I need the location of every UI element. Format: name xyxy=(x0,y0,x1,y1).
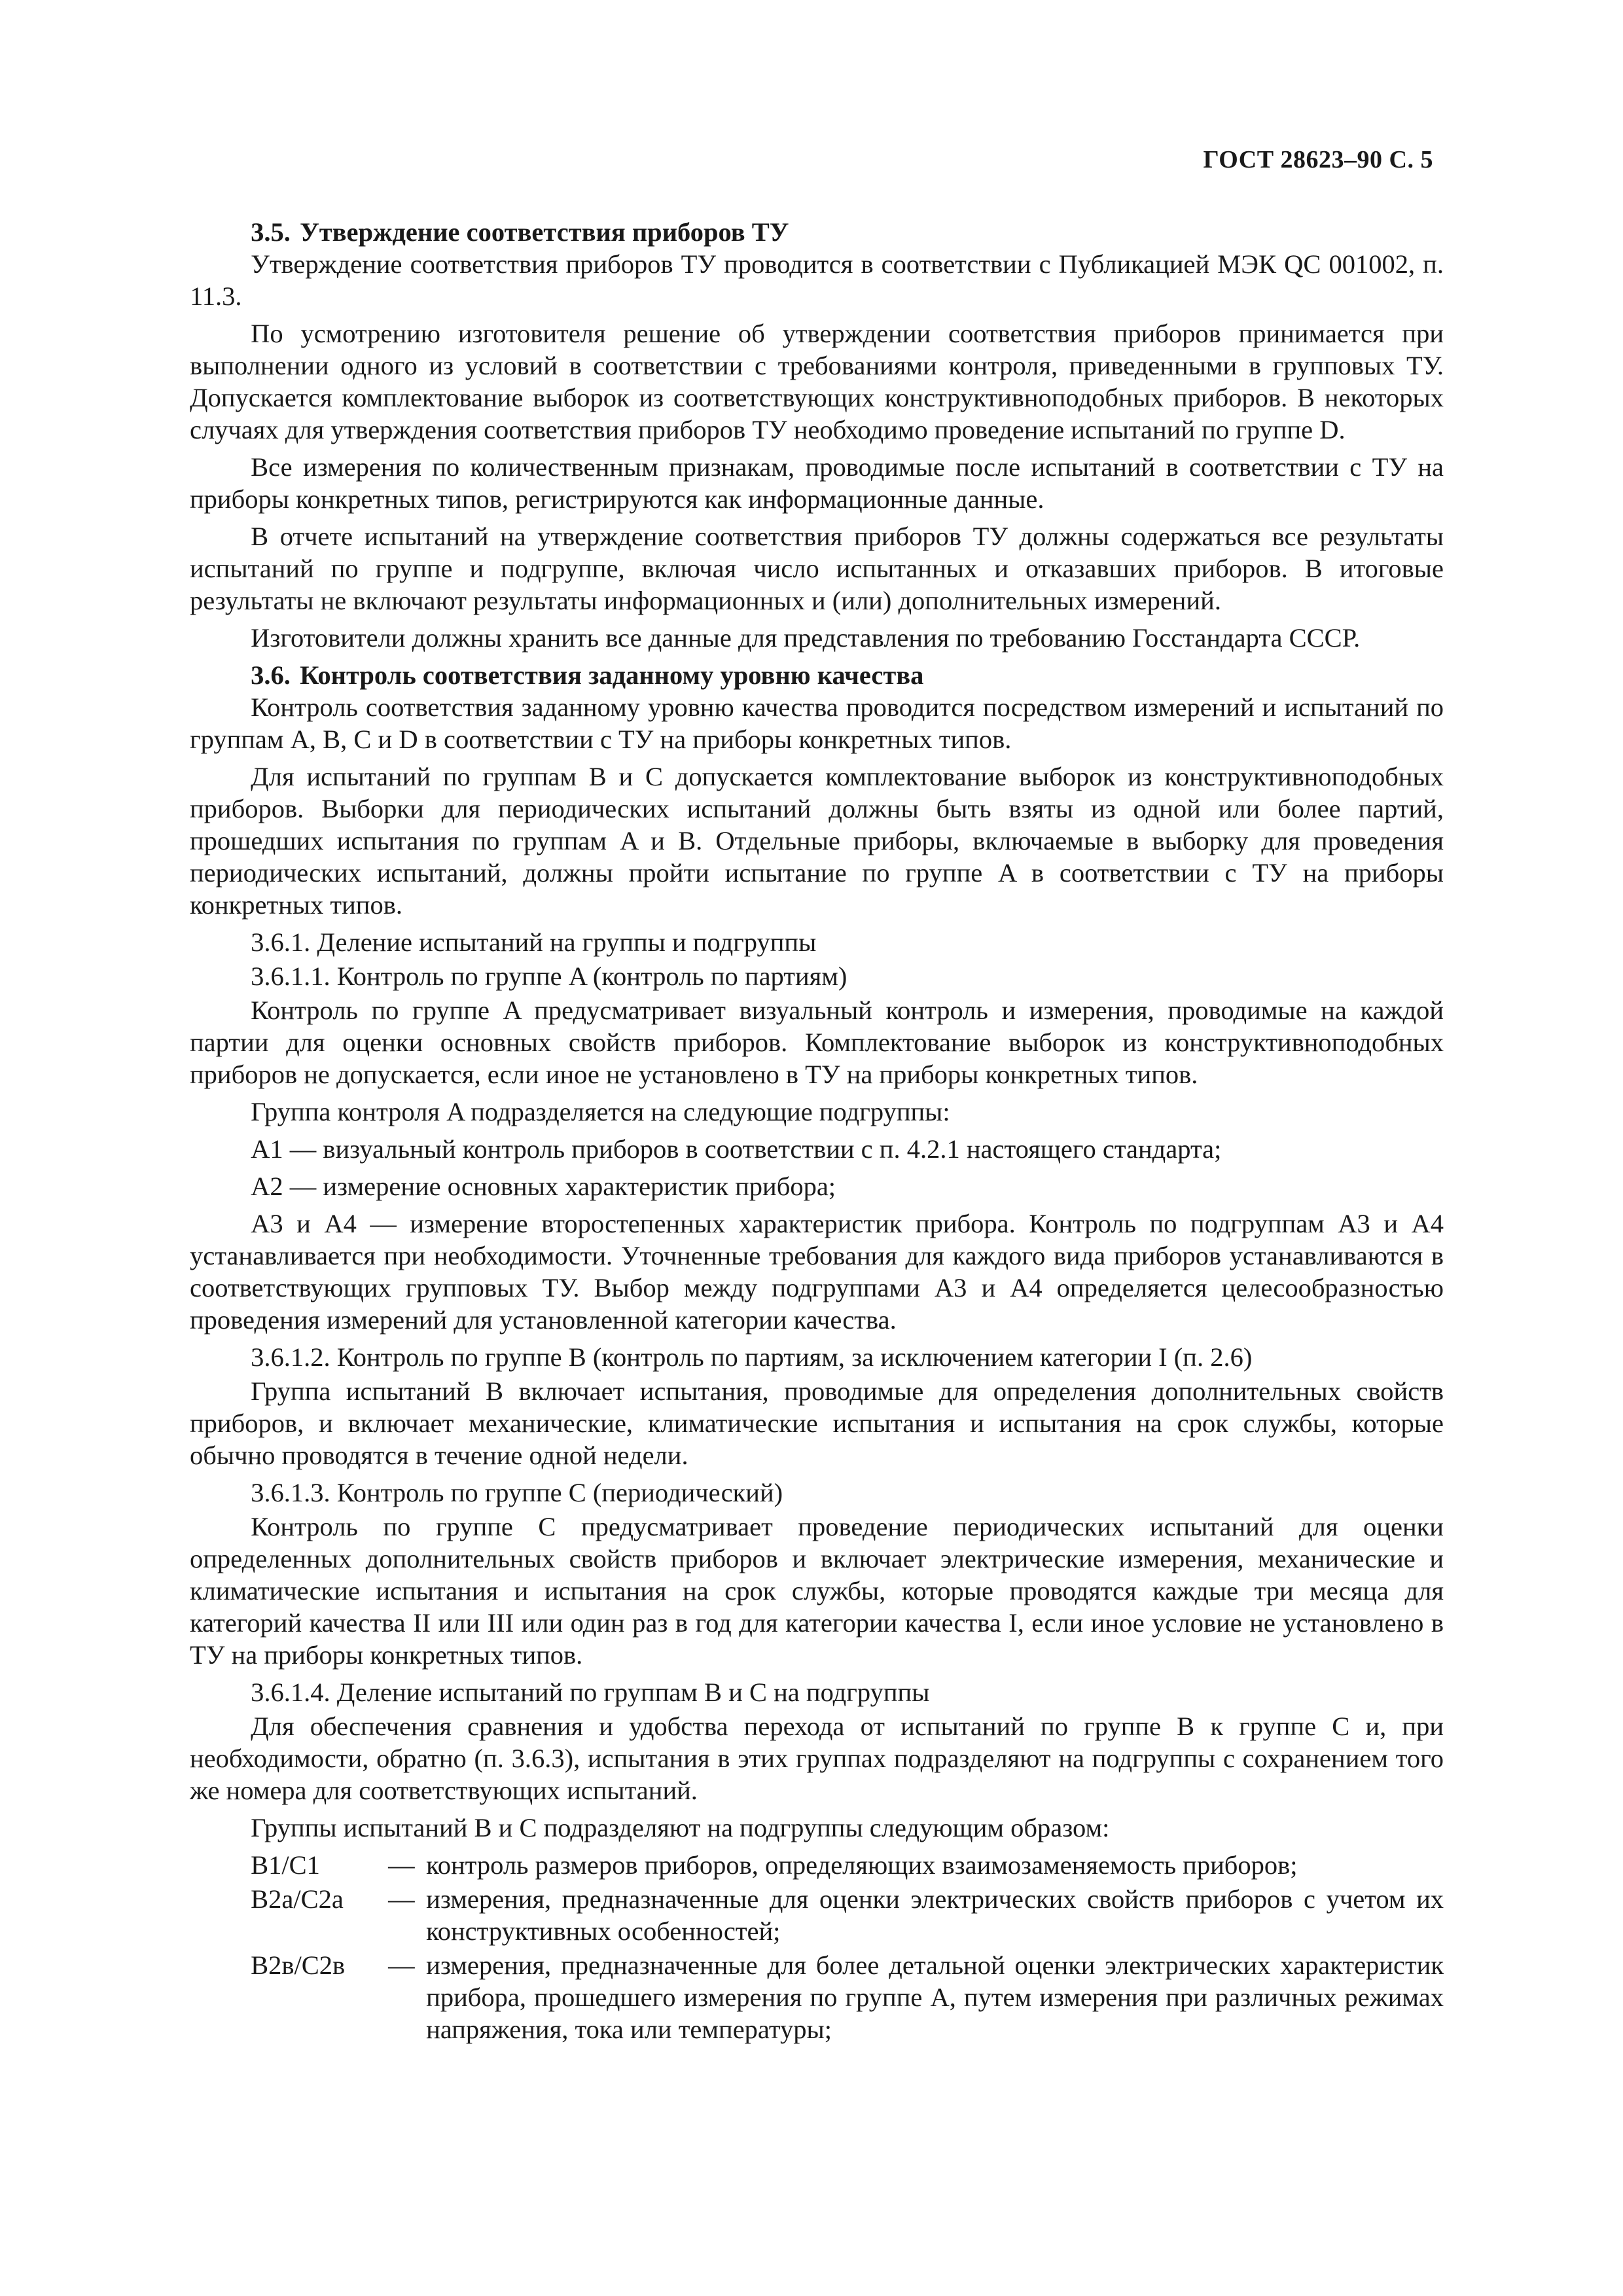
subgroup-a2: A2 — измерение основных характеристик прибора; xyxy=(251,1172,836,1201)
paragraph: Группа контроля A подразделяется на следующие подгруппы: xyxy=(251,1097,950,1126)
running-header: ГОСТ 28623–90 С. 5 xyxy=(1203,146,1433,173)
clause-3-6-1-3: 3.6.1.3. Контроль по группе C (периодический) xyxy=(251,1478,783,1507)
dash: — xyxy=(388,1884,415,1914)
section-3-6-heading xyxy=(190,659,1444,691)
paragraph: Группа испытаний B включает испытания, проводимые для определения дополнительных свойств приборов, и включает механические, климатические испытания и испытания на срок службы, которые обычно проводятся в течение одной недели. xyxy=(190,1376,1444,1470)
subgroup-code: B1/C1 xyxy=(251,1850,320,1880)
paragraph: Контроль соответствия заданному уровню качества проводится посредством измерений и испытаний по группам A, B, C и D в соответствии с ТУ на приборы конкретных типов. xyxy=(190,692,1444,754)
subgroup-list xyxy=(190,1849,1444,2045)
subgroup-a3-a4: A3 и A4 — измерение второстепенных характеристик прибора. Контроль по подгруппам A3 и A4 устанавливается при необходимости. Уточненные требования для каждого вида приборов устанавливаются в соответствующих групповых ТУ. Выбор между подгруппами A3 и A4 определяется целесообразностью проведения измерений для установленной категории качества. xyxy=(190,1209,1444,1335)
clause-3-6-1-4: 3.6.1.4. Деление испытаний по группам B и C на подгруппы xyxy=(251,1677,930,1707)
paragraph: Изготовители должны хранить все данные для представления по требованию Госстандарта СССР. xyxy=(251,623,1361,653)
clause-3-6-1-1: 3.6.1.1. Контроль по группе A (контроль по партиям) xyxy=(251,961,847,991)
paragraph: Для испытаний по группам B и C допускается комплектование выборок из конструктивноподобных приборов. Выборки для периодических испытаний должны быть взяты из одной или более партий, прошедших испытания по группам A и B. Отдельные приборы, включаемые в выборку для проведения периодических испытаний, должны пройти испытание по группе A в соответствии с ТУ на приборы конкретных типов. xyxy=(190,762,1444,920)
list-item xyxy=(190,1949,1444,2045)
list-item xyxy=(190,1883,1444,1947)
subgroup-description: контроль размеров приборов, определяющих взаимозаменяемость приборов; xyxy=(426,1850,1298,1880)
subgroup-a1: A1 — визуальный контроль приборов в соответствии с п. 4.2.1 настоящего стандарта; xyxy=(251,1134,1222,1164)
section-title: Контроль соответствия заданному уровню качества xyxy=(300,660,924,690)
document-body xyxy=(190,216,1444,2048)
clause-3-6-1: 3.6.1. Деление испытаний на группы и подгруппы xyxy=(251,927,817,957)
subgroup-description: измерения, предназначенные для оценки электрических свойств приборов с учетом их конструктивных особенностей; xyxy=(426,1884,1444,1946)
subgroup-description: измерения, предназначенные для более детальной оценки электрических характеристик прибора, прошедшего измерения по группе A, путем измерения при различных режимах напряжения, тока или температуры; xyxy=(426,1950,1444,2044)
section-title: Утверждение соответствия приборов ТУ xyxy=(300,217,789,247)
dash: — xyxy=(388,1850,415,1880)
paragraph: Для обеспечения сравнения и удобства перехода от испытаний по группе B к группе C и, при необходимости, обратно (п. 3.6.3), испытания в этих группах подразделяют на подгруппы с сохранением того же номера для соответствующих испытаний. xyxy=(190,1712,1444,1805)
paragraph: Все измерения по количественным признакам, проводимые после испытаний в соответствии с ТУ на приборы конкретных типов, регистрируются как информационные данные. xyxy=(190,452,1444,514)
subgroup-code: B2a/C2a xyxy=(251,1884,344,1914)
paragraph: Утверждение соответствия приборов ТУ проводится в соответствии с Публикацией МЭК QC 001002, п. 11.3. xyxy=(190,249,1444,311)
section-number: 3.5. xyxy=(251,217,291,247)
subgroup-code: B2в/C2в xyxy=(251,1950,346,1980)
paragraph: Группы испытаний B и C подразделяют на подгруппы следующим образом: xyxy=(251,1813,1110,1842)
paragraph: По усмотрению изготовителя решение об утверждении соответствия приборов принимается при выполнении одного из условий в соответствии с требованиями контроля, приведенными в групповых ТУ. Допускается комплектование выборок из соответствующих конструктивноподобных приборов. В некоторых случаях для утверждения соответствия приборов ТУ необходимо проведение испытаний по группе D. xyxy=(190,319,1444,444)
section-3-5-heading xyxy=(190,216,1444,248)
dash: — xyxy=(388,1950,415,1980)
paragraph: Контроль по группе A предусматривает визуальный контроль и измерения, проводимые на каждой партии для оценки основных свойств приборов. Комплектование выборок из конструктивноподобных приборов не допускается, если иное не установлено в ТУ на приборы конкретных типов. xyxy=(190,996,1444,1089)
section-number: 3.6. xyxy=(251,660,291,690)
paragraph: Контроль по группе C предусматривает проведение периодических испытаний для оценки определенных дополнительных свойств приборов и включает электрические измерения, механические и климатические испытания и испытания на срок службы, которые проводятся каждые три месяца для категорий качества II или III или один раз в год для категории качества I, если иное условие не установлено в ТУ на приборы конкретных типов. xyxy=(190,1512,1444,1670)
paragraph: В отчете испытаний на утверждение соответствия приборов ТУ должны содержаться все результаты испытаний по группе и подгруппе, включая число испытанных и отказавших приборов. В итоговые результаты не включают результаты информационных и (или) дополнительных измерений. xyxy=(190,522,1444,615)
clause-3-6-1-2: 3.6.1.2. Контроль по группе B (контроль по партиям, за исключением категории I (п. 2.6) xyxy=(251,1342,1253,1372)
list-item xyxy=(190,1849,1444,1881)
